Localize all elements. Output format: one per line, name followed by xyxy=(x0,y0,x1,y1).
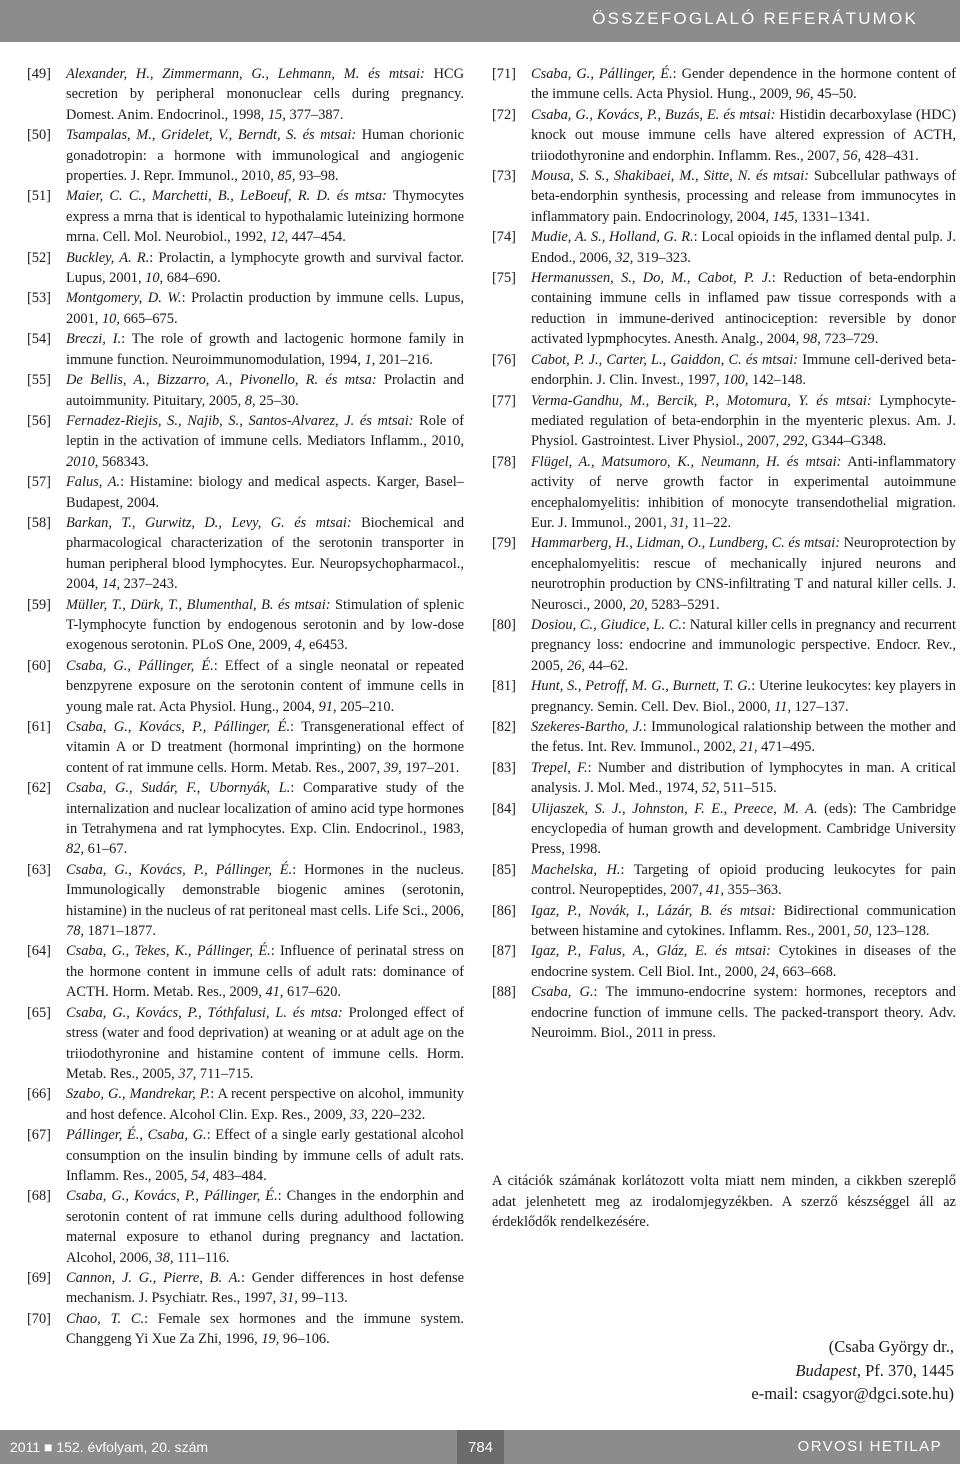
reference-authors: Müller, T., Dürk, T., Blumenthal, B. xyxy=(66,596,274,613)
reference-authors: Cabot, P. J., Carter, L., Gaiddon, C. xyxy=(531,351,742,368)
reference-item xyxy=(492,799,956,860)
reference-authors: Dosiou, C., Giudice, L. C. xyxy=(531,616,682,633)
reference-text: Prolactin and autoimmunity. Pituitary, 2005, xyxy=(66,372,464,409)
reference-item xyxy=(27,1084,464,1125)
reference-item xyxy=(492,941,956,982)
reference-volume: 50, xyxy=(853,923,872,940)
reference-pages: 93–98. xyxy=(295,168,339,185)
reference-etal: és mtsa: xyxy=(318,372,377,389)
reference-item xyxy=(27,329,464,370)
reference-text: : Gender differences in host defense mechanism. J. Psychiatr. Res., 1997, xyxy=(66,1269,465,1307)
reference-authors: Maier, C. C., Marchetti, B., LeBoeuf, R. D. xyxy=(66,188,331,205)
reference-item xyxy=(27,1309,464,1350)
reference-volume: 8, xyxy=(244,392,256,409)
reference-item xyxy=(27,472,464,513)
reference-number: [85] xyxy=(492,861,516,878)
reference-pages: 201–216. xyxy=(375,351,433,368)
reference-number: [49] xyxy=(27,66,51,82)
page-footer xyxy=(0,1430,960,1464)
reference-item xyxy=(492,533,956,615)
reference-authors: Falus, A. xyxy=(66,474,121,491)
reference-volume: 4, xyxy=(294,637,306,654)
reference-item xyxy=(492,901,956,942)
reference-authors: Ulijaszek, S. J., Johnston, F. E., Preece, M. A. xyxy=(531,800,818,817)
reference-etal: és mtsai: xyxy=(808,392,872,409)
journal-name: ORVOSI HETILAP xyxy=(797,1438,942,1455)
reference-number: [74] xyxy=(492,229,516,246)
reference-item xyxy=(27,288,464,329)
reference-authors: Tsampalas, M., Gridelet, V., Berndt, S. xyxy=(66,127,297,144)
reference-number: [72] xyxy=(492,106,516,123)
reference-text: Human chorionic gonadotropin: a hormone with immunological and angiogenic properties. J. Repr. Immunol., 2010, xyxy=(66,127,464,185)
reference-etal: és mtsai: xyxy=(707,943,771,960)
reference-volume: 20, xyxy=(629,596,648,613)
reference-volume: 292, xyxy=(782,433,809,450)
reference-authors: De Bellis, A., Bizzarro, A., Pivonello, R. xyxy=(66,372,319,389)
reference-etal: és mtsai: xyxy=(273,596,331,613)
reference-text: : Changes in the endorphin and serotonin content of rat immune cells during adulthood following maternal exposure to ethanol during pregnancy and lactation. Alcohol, 2006, xyxy=(66,1188,464,1266)
reference-item xyxy=(27,717,464,778)
reference-authors: Pállinger, É., Csaba, G. xyxy=(66,1127,207,1144)
reference-volume: 12, xyxy=(270,229,289,246)
reference-pages: 684–690. xyxy=(163,270,221,287)
reference-text: : Transgenerational effect of vitamin A or D treatment (hormonal imprinting) on the hormone content of rat immune cells. Horm. Metab. Res., 2007, xyxy=(66,719,464,776)
reference-item xyxy=(27,778,464,860)
reference-item xyxy=(27,595,464,656)
reference-item xyxy=(492,717,956,758)
reference-volume: 15, xyxy=(267,106,286,123)
reference-item xyxy=(492,391,956,452)
reference-number: [67] xyxy=(27,1127,51,1144)
reference-pages: 511–515. xyxy=(719,780,777,797)
reference-authors: Igaz, P., Falus, A., Gláz, E. xyxy=(531,943,708,960)
citation-note: A citációk számának korlátozott volta miatt nem minden, a cikkben szereplő adat jelenhetett meg az irodalomjegyzékben. A szerző készséggel áll az érdeklődők rendelkezésére. xyxy=(492,1173,956,1231)
reference-pages: 45–50. xyxy=(813,86,857,103)
reference-pages: 617–620. xyxy=(283,984,342,1001)
reference-number: [55] xyxy=(27,372,51,389)
reference-volume: 37, xyxy=(178,1065,197,1082)
reference-authors: Machelska, H. xyxy=(531,861,621,878)
reference-pages: 11–22. xyxy=(688,514,732,531)
reference-item xyxy=(27,1186,464,1268)
reference-text: : Uterine leukocytes: key players in pregnancy. Semin. Cell. Dev. Biol., 2000, xyxy=(531,678,956,715)
reference-number: [78] xyxy=(492,453,516,470)
reference-item xyxy=(27,1268,464,1309)
reference-text: : Number and distribution of lymphocytes in man. A critical analysis. J. Mol. Med., 1974, xyxy=(531,759,956,797)
references-left-column xyxy=(27,64,464,1350)
reference-volume: 41, xyxy=(265,984,284,1001)
reference-number: [69] xyxy=(27,1269,51,1286)
issue-info: 2011 ■ 152. évfolyam, 20. szám xyxy=(10,1439,209,1455)
reference-item xyxy=(492,227,956,268)
reference-number: [77] xyxy=(492,392,516,409)
reference-etal: és mtsai: xyxy=(751,168,810,185)
reference-etal: és mtsai: xyxy=(359,66,425,82)
reference-pages: 127–137. xyxy=(791,698,849,715)
reference-text: : A recent perspective on alcohol, immunity and host defence. Alcohol Clin. Exp. Res., 2009, xyxy=(66,1086,464,1123)
reference-number: [61] xyxy=(27,719,51,735)
reference-volume: 33, xyxy=(349,1106,368,1123)
reference-volume: 41, xyxy=(706,882,725,899)
reference-item xyxy=(492,105,956,166)
reference-item xyxy=(27,513,464,595)
reference-pages: 61–67. xyxy=(84,841,128,858)
reference-text: Cytokines in diseases of the endocrine system. Cell Biol. Int., 2000, xyxy=(531,943,956,980)
reference-text: : Prolactin, a lymphocyte growth and survival factor. Lupus, 2001, xyxy=(66,249,464,287)
reference-number: [51] xyxy=(27,188,51,205)
reference-item xyxy=(27,656,464,717)
reference-etal: és mtsai: xyxy=(784,535,841,552)
reference-pages: e6453. xyxy=(305,637,348,654)
reference-text: Thymocytes express a mrna that is identical to hypothalamic luteinizing hormone mrna. Cell. Mol. Neurobiol., 1992, xyxy=(66,188,464,246)
reference-number: [50] xyxy=(27,127,51,144)
reference-pages: 568343. xyxy=(98,453,149,470)
reference-volume: 85, xyxy=(277,168,296,185)
reference-pages: 237–243. xyxy=(119,576,178,593)
reference-item xyxy=(492,452,956,534)
signature-email: e-mail: csagyor@dgci.sote.hu) xyxy=(751,1384,954,1403)
reference-number: [66] xyxy=(27,1086,51,1103)
reference-text: (eds): The Cambridge encyclopedia of human growth and development. Cambridge University Press, 1998. xyxy=(531,800,956,858)
reference-authors: Hunt, S., Petroff, M. G., Burnett, T. G. xyxy=(531,678,752,695)
reference-text: : Influence of perinatal stress on the hormone content in immune cells of adult rats: dominance of ACTH. Horm. Metab. Res., 2009, xyxy=(66,943,464,1001)
reference-item xyxy=(492,350,956,391)
reference-pages: 5283–5291. xyxy=(647,596,720,613)
reference-volume: 1, xyxy=(364,351,376,368)
reference-authors: Csaba, G., Kovács, P., Pállinger, É. xyxy=(66,719,291,735)
reference-pages: 663–668. xyxy=(778,963,837,980)
reference-item xyxy=(27,1125,464,1186)
reference-volume: 14, xyxy=(101,576,120,593)
reference-number: [52] xyxy=(27,249,51,266)
reference-authors: Csaba, G., Pállinger, É. xyxy=(66,657,214,674)
reference-pages: 1331–1341. xyxy=(797,208,870,225)
reference-item xyxy=(27,860,464,942)
reference-item xyxy=(492,268,956,350)
signature-address xyxy=(751,1359,954,1383)
reference-number: [71] xyxy=(492,66,516,82)
reference-authors: Csaba, G., Kovács, P., Tóthfalusi, L. xyxy=(66,1004,288,1021)
reference-text: : Natural killer cells in pregnancy and recurrent pregnancy loss: endocrine and immunologic perspective. Endocr. Rev., 2005, xyxy=(531,616,957,674)
reference-number: [64] xyxy=(27,943,51,960)
reference-authors: Alexander, H., Zimmermann, G., Lehmann, M. xyxy=(66,66,360,82)
reference-authors: Csaba, G., Pállinger, É. xyxy=(531,66,673,82)
reference-authors: Hermanussen, S., Do, M., Cabot, P. J. xyxy=(531,270,772,287)
reference-authors: Csaba, G., Tekes, K., Pállinger, É. xyxy=(66,943,271,960)
reference-etal: és mtsai: xyxy=(741,351,799,368)
reference-number: [63] xyxy=(27,861,51,878)
reference-text: : The role of growth and lactogenic hormone family in immune function. Neuroimmunomodulation, 1994, xyxy=(66,331,464,368)
reference-text: : Hormones in the nucleus. Immunologically demonstrable biogenic amines (serotonin, histamine) in the nucleus of rat peritoneal mast cells. Life Sci., 2006, xyxy=(66,861,464,919)
reference-text: Bidirectional communication between histamine and cytokines. Inflamm. Res., 2001, xyxy=(531,902,956,940)
reference-pages: 1871–1877. xyxy=(84,923,156,940)
section-title: ÖSSZEFOGLALÓ REFERÁTUMOK xyxy=(592,9,918,28)
reference-volume: 24, xyxy=(760,963,779,980)
reference-pages: 25–30. xyxy=(255,392,299,409)
reference-text: : Local opioids in the inflamed dental pulp. J. Endod., 2006, xyxy=(531,229,956,266)
signature-name: (Csaba György dr., xyxy=(828,1337,954,1356)
reference-number: [83] xyxy=(492,759,516,776)
reference-number: [86] xyxy=(492,902,516,919)
reference-item xyxy=(27,64,464,125)
reference-volume: 38, xyxy=(155,1249,174,1266)
reference-item xyxy=(492,676,956,717)
reference-item xyxy=(27,1003,464,1085)
reference-text: : Comparative study of the internalization and nuclear localization of amino acid type hormones in Tetrahymena and rat lymphocytes. Exp. Clin. Endocrinol., 1983, xyxy=(66,780,464,838)
reference-authors: Chao, T. C. xyxy=(66,1310,145,1327)
reference-volume: 2010, xyxy=(66,453,99,470)
reference-pages: 471–495. xyxy=(757,739,816,756)
reference-item xyxy=(492,615,956,676)
reference-volume: 21, xyxy=(739,739,758,756)
reference-text: : Effect of a single neonatal or repeated benzpyrene exposure on the serotonin content of immune cells in young male rat. Acta Physiol. Hung., 2004, xyxy=(66,657,465,715)
reference-text: : The immuno-endocrine system: hormones, receptors and endocrine function of immune cells. The packed-transport theory. Adv. Neuroimm. Biol., 2011 in press. xyxy=(531,984,956,1042)
reference-volume: 145, xyxy=(772,208,798,225)
author-signature xyxy=(751,1335,954,1406)
reference-number: [84] xyxy=(492,800,516,817)
reference-text: Neuroprotection by encephalomyelitis: rescue of mechanically injured neurons and neurotrophin production by CNS-infiltrating T and natural killer cells. J. Neurosci., 2000, xyxy=(531,535,956,613)
reference-number: [87] xyxy=(492,943,516,960)
page-number: 784 xyxy=(457,1430,504,1464)
reference-authors: Breczi, I. xyxy=(66,331,122,348)
reference-pages: 355–363. xyxy=(724,882,782,899)
reference-text: : Gender dependence in the hormone content of the immune cells. Acta Physiol. Hung., 2009, xyxy=(531,66,957,103)
reference-etal: és mtsai: xyxy=(284,514,352,531)
reference-number: [59] xyxy=(27,596,51,613)
reference-item xyxy=(492,64,956,105)
reference-pages: 723–729. xyxy=(820,331,879,348)
reference-text: Prolonged effect of stress (water and food deprivation) at weaning or at adult age on the triiodothyronine and histamine content of immune cells. Horm. Metab. Res., 2005, xyxy=(66,1004,464,1082)
reference-authors: Igaz, P., Novák, I., Lázár, B. xyxy=(531,902,713,919)
reference-volume: 96, xyxy=(795,86,814,103)
reference-item xyxy=(492,860,956,901)
reference-text: Biochemical and pharmacological characterization of the serotonin transporter in human peripheral blood lymphocytes. Eur. Neuropsychopharmacol., 2004, xyxy=(66,514,465,593)
reference-item xyxy=(492,982,956,1043)
reference-text: : Targeting of opioid producing leukocytes for pain control. Neuropeptides, 2007, xyxy=(531,861,956,899)
reference-number: [60] xyxy=(27,657,51,674)
reference-authors: Trepel, F. xyxy=(531,759,588,776)
reference-volume: 11, xyxy=(774,698,792,715)
reference-volume: 98, xyxy=(802,331,821,348)
reference-authors: Csaba, G., Kovács, P., Pállinger, É. xyxy=(66,861,293,878)
reference-volume: 78, xyxy=(66,923,84,940)
reference-etal: és mtsai: xyxy=(712,902,776,919)
reference-pages: 665–675. xyxy=(119,310,178,327)
reference-authors: Fernadez-Riejis, S., Najib, S., Santos-Alvarez, J. xyxy=(66,412,355,429)
reference-number: [81] xyxy=(492,678,516,695)
reference-number: [73] xyxy=(492,168,516,185)
reference-item xyxy=(492,166,956,227)
reference-authors: Barkan, T., Gurwitz, D., Levy, G. xyxy=(66,514,285,531)
reference-authors: Szekeres-Bartho, J. xyxy=(531,719,643,735)
reference-number: [68] xyxy=(27,1188,51,1205)
reference-authors: Buckley, A. R. xyxy=(66,249,150,266)
reference-volume: 31, xyxy=(279,1290,298,1307)
reference-text: : Reduction of beta-endorphin containing immune cells in inflamed paw tissue corresponds with a reduction in immune-derived antinociception: reversible by donor activated lypmphocytes. Anesth. Analg., 2004, xyxy=(531,270,956,348)
reference-volume: 31, xyxy=(670,514,689,531)
reference-pages: 205–210. xyxy=(336,698,395,715)
reference-text: Role of leptin in the activation of immune cells. Mediators Inflamm., 2010, xyxy=(66,412,464,450)
signature-postbox: , Pf. 370, 1445 xyxy=(856,1360,954,1380)
reference-item xyxy=(27,125,464,186)
reference-volume: 32, xyxy=(615,249,634,266)
reference-text: Histidin decarboxylase (HDC) knock out mouse immune cells have altered expression of ACTH, triiodothyronine and endorphin. Inflamm. Res., 2007, xyxy=(531,106,956,164)
reference-etal: és mtsai: xyxy=(354,412,414,429)
reference-item xyxy=(27,411,464,472)
reference-number: [76] xyxy=(492,351,516,368)
reference-pages: 123–128. xyxy=(871,923,930,940)
reference-volume: 54, xyxy=(191,1167,210,1184)
reference-authors: Mudie, A. S., Holland, G. R. xyxy=(531,229,694,246)
reference-authors: Csaba, G., Kovács, P., Pállinger, É. xyxy=(66,1188,278,1205)
reference-authors: Hammarberg, H., Lidman, O., Lundberg, C. xyxy=(531,535,785,552)
reference-pages: 111–116. xyxy=(173,1249,230,1266)
reference-pages: 96–106. xyxy=(279,1331,330,1348)
reference-number: [57] xyxy=(27,474,51,491)
reference-text: Lymphocyte-mediated regulation of beta-endorphin in the myenteric plexus. Am. J. Physiol. Gastrointest. Liver Physiol., 2007, xyxy=(531,392,956,450)
reference-text: : Female sex hormones and the immune system. Changgeng Yi Xue Za Zhi, 1996, xyxy=(66,1310,464,1348)
reference-etal: és mtsa: xyxy=(287,1004,343,1021)
reference-etal: és mtsai: xyxy=(719,106,776,123)
reference-text: Immune cell-derived beta-endorphin. J. Clin. Invest., 1997, xyxy=(531,351,956,389)
reference-authors: Mousa, S. S., Shakibaei, M., Sitte, N. xyxy=(531,168,752,185)
reference-pages: 99–113. xyxy=(297,1290,348,1307)
reference-text: : Immunological ralationship between the mother and the fetus. Int. Rev. Immunol., 2002, xyxy=(531,719,956,756)
reference-etal: és mtsai: xyxy=(780,453,842,470)
reference-pages: 197–201. xyxy=(401,759,460,776)
reference-volume: 10, xyxy=(101,310,120,327)
reference-number: [65] xyxy=(27,1004,51,1021)
reference-volume: 10, xyxy=(145,270,164,287)
reference-authors: Verma-Gandhu, M., Bercik, P., Motomura, Y. xyxy=(531,392,809,409)
reference-pages: 377–387. xyxy=(285,106,344,123)
reference-authors: Montgomery, D. W. xyxy=(66,290,182,307)
reference-text: HCG secretion by peripheral mononuclear cells during pregnancy. Domest. Anim. Endocrinol., 1998, xyxy=(66,66,465,123)
reference-pages: 319–323. xyxy=(633,249,691,266)
reference-pages: 447–454. xyxy=(288,229,346,246)
reference-number: [70] xyxy=(27,1310,51,1327)
reference-item xyxy=(492,758,956,799)
references-right-column xyxy=(492,64,956,1044)
signature-city: Budapest xyxy=(795,1360,857,1380)
reference-volume: 26, xyxy=(566,657,585,674)
reference-number: [75] xyxy=(492,270,516,287)
page-header xyxy=(0,0,960,42)
reference-number: [62] xyxy=(27,780,51,797)
reference-volume: 52, xyxy=(701,780,720,797)
reference-pages: 483–484. xyxy=(209,1167,267,1184)
reference-pages: 428–431. xyxy=(861,147,919,164)
reference-number: [82] xyxy=(492,719,516,735)
reference-authors: Csaba, G. xyxy=(531,984,594,1001)
reference-volume: 91, xyxy=(318,698,337,715)
reference-item xyxy=(27,186,464,247)
reference-number: [54] xyxy=(27,331,51,348)
reference-volume: 56, xyxy=(843,147,862,164)
reference-etal: és mtsai: xyxy=(296,127,357,144)
reference-authors: Csaba, G., Sudár, F., Ubornyák, L. xyxy=(66,780,291,797)
reference-volume: 39, xyxy=(383,759,402,776)
reference-authors: Csaba, G., Kovács, P., Buzás, E. xyxy=(531,106,720,123)
reference-volume: 19, xyxy=(261,1331,280,1348)
reference-item xyxy=(27,248,464,289)
reference-number: [79] xyxy=(492,535,516,552)
reference-authors: Flügel, A., Matsumoro, K., Neumann, H. xyxy=(531,453,781,470)
reference-pages: G344–G348. xyxy=(808,433,887,450)
reference-item xyxy=(27,370,464,411)
reference-text: Subcellular pathways of beta-endorphin synthesis, processing and release from immunocytes in inflammatory pain. Endocrinology, 2004, xyxy=(531,168,956,225)
reference-text: Anti-inflammatory activity of nerve growth factor in experimental autoimmune encephalomyelitis: inhibition of monocyte transendothelial migration. Eur. J. Immunol., 2001, xyxy=(531,453,956,531)
reference-etal: és mtsa: xyxy=(330,188,387,205)
reference-number: [88] xyxy=(492,984,516,1001)
reference-number: [58] xyxy=(27,514,51,531)
reference-number: [53] xyxy=(27,290,51,307)
reference-pages: 44–62. xyxy=(584,657,629,674)
reference-text: : Prolactin production by immune cells. Lupus, 2001, xyxy=(66,290,464,327)
reference-number: [80] xyxy=(492,616,516,633)
reference-authors: Szabo, G., Mandrekar, P. xyxy=(66,1086,211,1103)
reference-text: : Histamine: biology and medical aspects. Karger, Basel–Budapest, 2004. xyxy=(66,474,465,511)
reference-volume: 82, xyxy=(66,841,84,858)
reference-volume: 100, xyxy=(723,372,749,389)
reference-authors: Cannon, J. G., Pierre, B. A. xyxy=(66,1269,241,1286)
reference-pages: 711–715. xyxy=(196,1065,254,1082)
reference-pages: 220–232. xyxy=(367,1106,426,1123)
reference-number: [56] xyxy=(27,412,51,429)
reference-text: Stimulation of splenic T-lymphocyte function by endogenous serotonin and by low-dose exogenous serotonin. PLoS One, 2009, xyxy=(66,596,464,654)
reference-pages: 142–148. xyxy=(748,372,807,389)
reference-item xyxy=(27,941,464,1002)
reference-text: : Effect of a single early gestational alcohol consumption on the insulin binding by immune cells of adult rats. Inflamm. Res., 2005, xyxy=(66,1127,464,1184)
